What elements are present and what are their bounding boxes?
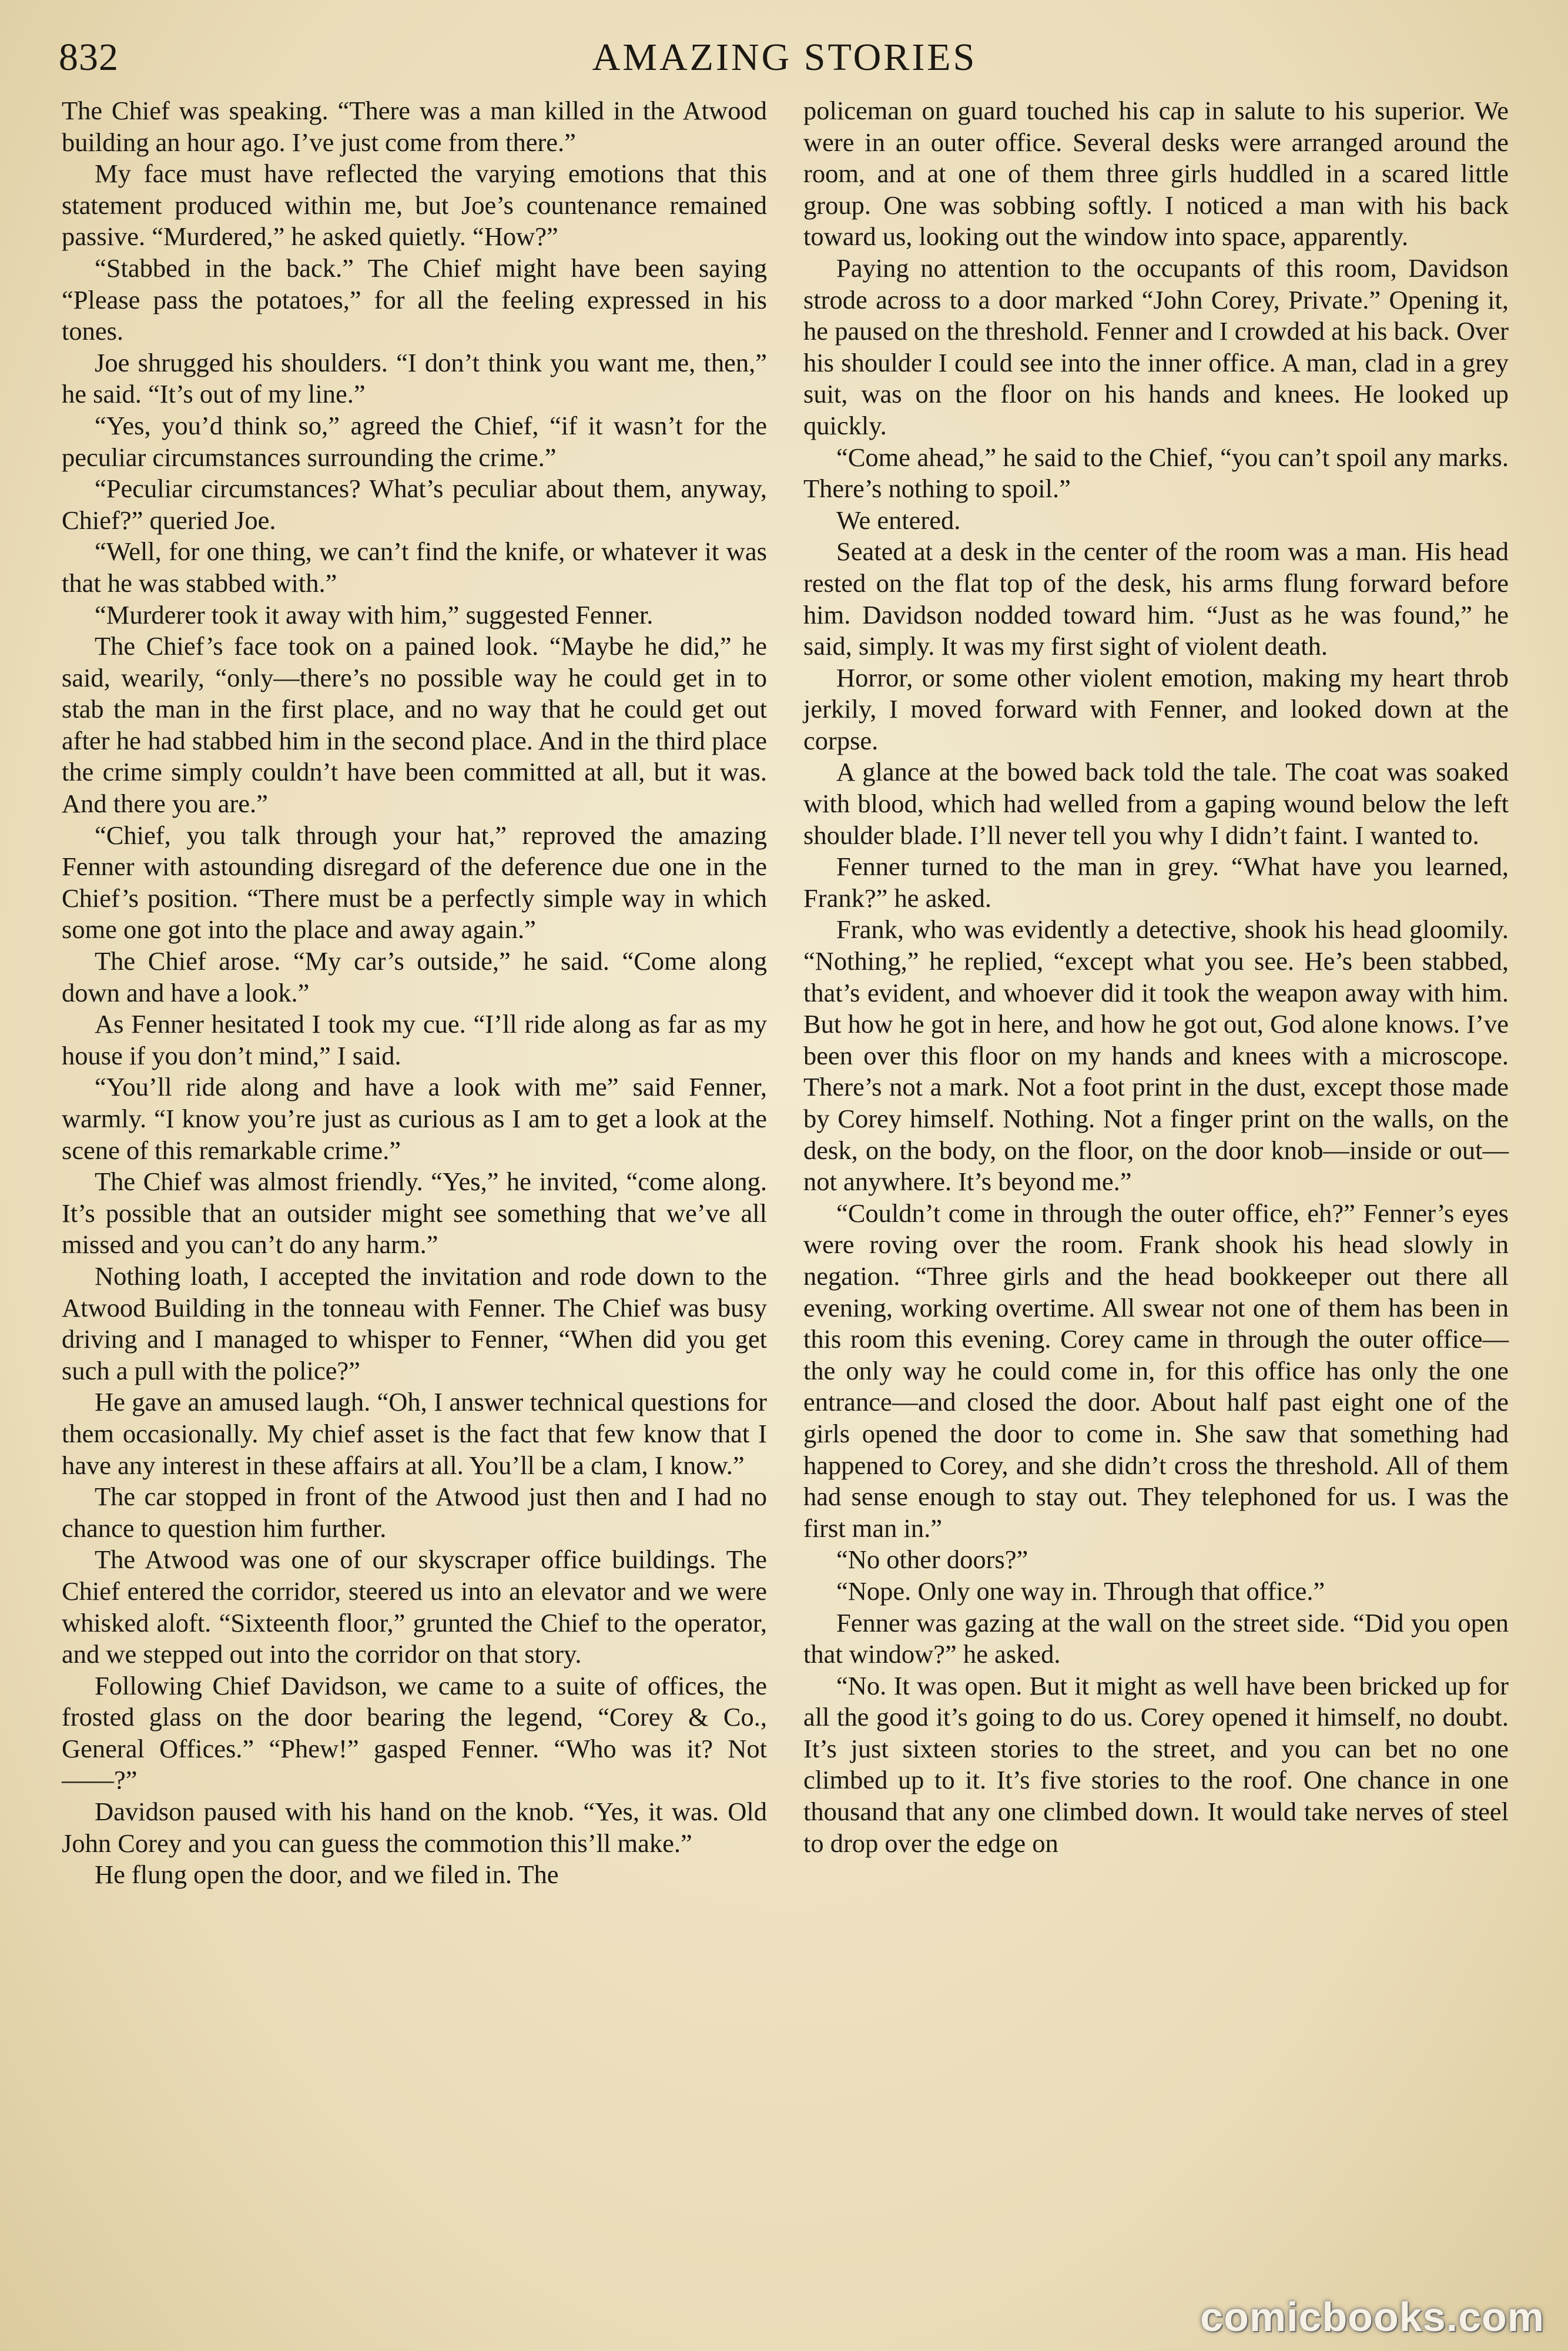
paragraph: “No other doors?” <box>836 1545 1028 1575</box>
paragraph: “You’ll ride along and have a look with me” said Fenner, warmly. “I know you’re just as curious as I am to get a look at the scene of this remarkable crime.” <box>62 1072 767 1165</box>
paragraph: He gave an amused laugh. “Oh, I answer technical questions for them occasionally. My chief asset is the fact that few know that I have any interest in these affairs at all. You’ll be a clam, I know.” <box>62 1387 767 1480</box>
paragraph: “Couldn’t come in through the outer office, eh?” Fenner’s eyes were roving over the room. Frank shook his head slowly in negation. “Three girls and the head bookkeeper out there all evening, working overtime. All swear not one of them has been in this room this evening. Corey came in through the outer office—the only way he could come in, for this office has only the one entrance—and closed the door. About half past eight one of the girls opened the door to come in. She saw that something had happened to Corey, and she didn’t cross the threshold. All of them had sense enough to stay out. They telephoned for us. I was the first man in.” <box>803 1198 1509 1543</box>
paragraph: “Nope. Only one way in. Through that office.” <box>836 1576 1325 1606</box>
paragraph: “Stabbed in the back.” The Chief might have been saying “Please pass the potatoes,” for all the feeling expressed in his tones. <box>62 253 767 346</box>
paragraph: “No. It was open. But it might as well have been bricked up for all the good it’s going to do us. Corey opened it himself, no doubt. It’s just sixteen stories to the street, and you can bet no one climbed up to it. It’s five stories to the roof. One chance in one thousand that any one climbed down. It would take nerves of steel to drop over the edge on <box>803 1670 1509 1858</box>
paragraph: As Fenner hesitated I took my cue. “I’ll ride along as far as my house if you don’t mind,” I said. <box>62 1009 767 1070</box>
paragraph: A glance at the bowed back told the tale. The coat was soaked with blood, which had welled from a gaping wound below the left shoulder blade. I’ll never tell you why I didn’t faint. I wanted to. <box>803 757 1509 850</box>
left-text-column <box>62 95 767 1891</box>
paragraph: “Well, for one thing, we can’t find the knife, or whatever it was that he was stabbed with.” <box>62 537 767 598</box>
paragraph: Fenner turned to the man in grey. “What have you learned, Frank?” he asked. <box>803 852 1509 913</box>
paragraph: Frank, who was evidently a detective, shook his head gloomily. “Nothing,” he replied, “except what you see. He’s been stabbed, that’s evident, and whoever did it took the weapon away with him. But how he got in here, and how he got out, God alone knows. I’ve been over this floor on my hands and knees with a microscope. There’s not a mark. Not a foot print in the dust, except those made by Corey himself. Nothing. Not a finger print on the walls, on the desk, on the body, on the floor, on the door knob—inside or out—not anywhere. It’s beyond me.” <box>803 915 1509 1197</box>
paragraph: The Chief arose. “My car’s outside,” he said. “Come along down and have a look.” <box>62 946 767 1007</box>
paragraph: “Chief, you talk through your hat,” reproved the amazing Fenner with astounding disregard of the deference due one in the Chief’s position. “There must be a perfectly simple way in which some one got into the place and away again.” <box>62 820 767 945</box>
paragraph: Horror, or some other violent emotion, making my heart throb jerkily, I moved forward with Fenner, and looked down at the corpse. <box>803 662 1509 755</box>
paragraph: policeman on guard touched his cap in salute to his superior. We were in an outer office. Several desks were arranged around the room, and at one of them three girls huddled in a scared little group. One was sobbing softly. I noticed a man with his back toward us, looking out the window into space, apparently. <box>803 96 1509 252</box>
paragraph: The Chief was speaking. “There was a man killed in the Atwood building an hour ago. I’ve just come from there.” <box>62 96 767 157</box>
paragraph: Joe shrugged his shoulders. “I don’t think you want me, then,” he said. “It’s out of my line.” <box>62 347 767 409</box>
paragraph: “Yes, you’d think so,” agreed the Chief, “if it wasn’t for the peculiar circumstances surrounding the crime.” <box>62 410 767 472</box>
paragraph: The Chief’s face took on a pained look. “Maybe he did,” he said, wearily, “only—there’s no possible way he could get in to stab the man in the first place, and no way that he could get out after he had stabbed him in the second place. And in the third place the crime simply couldn’t have been committed at all, but it was. And there you are.” <box>62 631 767 819</box>
paragraph: Nothing loath, I accepted the invitation and rode down to the Atwood Building in the tonneau with Fenner. The Chief was busy driving and I managed to whisper to Fenner, “When did you get such a pull with the police?” <box>62 1261 767 1385</box>
paragraph: We entered. <box>836 505 961 535</box>
right-text-column <box>803 95 1509 1859</box>
paragraph: Fenner was gazing at the wall on the street side. “Did you open that window?” he asked. <box>803 1607 1509 1669</box>
paragraph: My face must have reflected the varying emotions that this statement produced within me, but Joe’s countenance remained passive. “Murdered,” he asked quietly. “How?” <box>62 159 767 252</box>
paragraph: The car stopped in front of the Atwood just then and I had no chance to question him further. <box>62 1482 767 1543</box>
paragraph: He flung open the door, and we filed in. The <box>95 1860 559 1890</box>
paragraph: “Murderer took it away with him,” suggested Fenner. <box>95 600 654 629</box>
paragraph: The Chief was almost friendly. “Yes,” he invited, “come along. It’s possible that an outsider might see something that we’ve all missed and you can’t do any harm.” <box>62 1167 767 1260</box>
site-watermark: comicbooks.com <box>1200 2294 1544 2340</box>
paragraph: Following Chief Davidson, we came to a suite of offices, the frosted glass on the door bearing the legend, “Corey & Co., General Offices.” “Phew!” gasped Fenner. “Who was it? Not——?” <box>62 1670 767 1795</box>
paragraph: Seated at a desk in the center of the room was a man. His head rested on the flat top of the desk, his arms flung forward before him. Davidson nodded toward him. “Just as he was found,” he said, simply. It was my first sight of violent death. <box>803 537 1509 661</box>
page-number: 832 <box>59 36 119 79</box>
paragraph: “Come ahead,” he said to the Chief, “you can’t spoil any marks. There’s nothing to spoil.” <box>803 442 1509 504</box>
page-header <box>59 31 1510 89</box>
paragraph: Davidson paused with his hand on the knob. “Yes, it was. Old John Corey and you can guess the commotion this’ll make.” <box>62 1797 767 1858</box>
paragraph: “Peculiar circumstances? What’s peculiar about them, anyway, Chief?” queried Joe. <box>62 474 767 535</box>
paragraph: Paying no attention to the occupants of this room, Davidson strode across to a door marked “John Corey, Private.” Opening it, he paused on the threshold. Fenner and I crowded at his back. Over his shoulder I could see into the inner office. A man, clad in a grey suit, was on the floor on his hands and knees. He looked up quickly. <box>803 253 1509 440</box>
magazine-title: AMAZING STORIES <box>592 36 977 79</box>
paragraph: The Atwood was one of our skyscraper office buildings. The Chief entered the corridor, steered us into an elevator and we were whisked aloft. “Sixteenth floor,” grunted the Chief to the operator, and we stepped out into the corridor on that story. <box>62 1545 767 1669</box>
